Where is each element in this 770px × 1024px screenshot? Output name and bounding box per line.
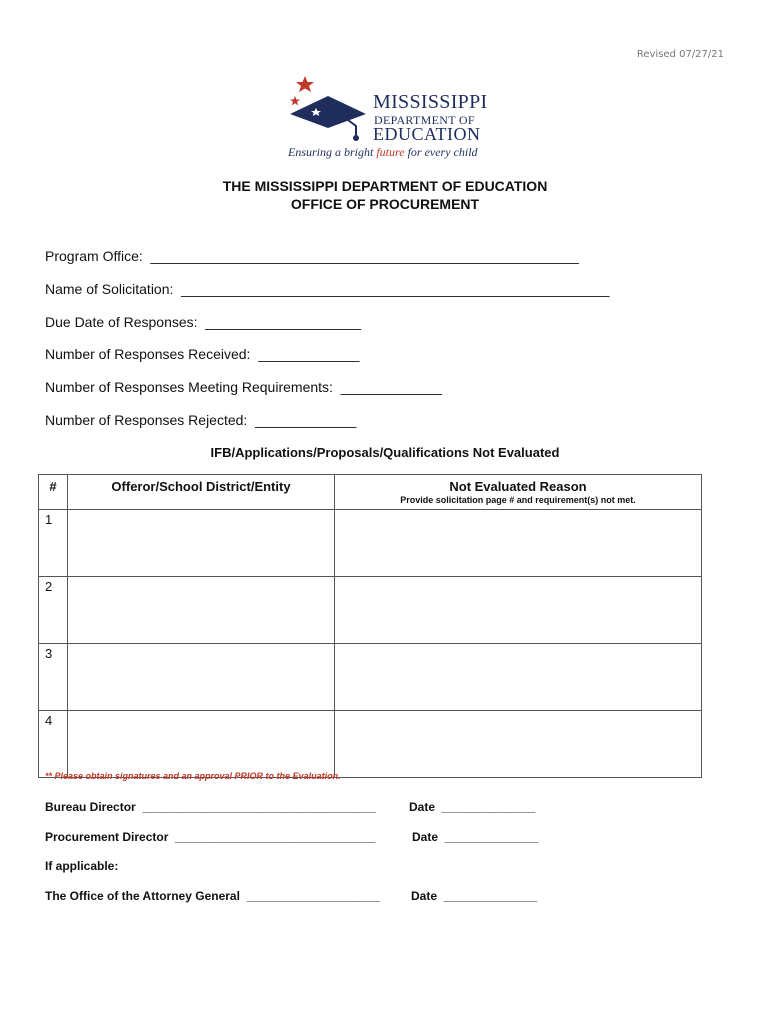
offeror-cell[interactable] (68, 577, 335, 644)
row-number: 3 (39, 644, 68, 711)
header-reason-label: Not Evaluated Reason (449, 479, 587, 494)
procurement-director-date[interactable]: Date ______________ (412, 830, 539, 844)
solicitation-name-field[interactable]: Name of Solicitation: _______________________________________________________ (45, 281, 610, 297)
logo-line-education: EDUCATION (373, 124, 481, 144)
table-row (39, 711, 702, 778)
procurement-director-signature[interactable]: Procurement Director ______________________________ (45, 830, 376, 844)
offeror-cell[interactable] (68, 711, 335, 778)
revised-date: Revised 07/27/21 (636, 49, 724, 60)
reason-cell[interactable] (335, 577, 702, 644)
header-reason-instruction: Provide solicitation page # and requirement(s) not met. (400, 495, 636, 505)
reason-cell[interactable] (335, 644, 702, 711)
responses-rejected-field[interactable]: Number of Responses Rejected: _____________ (45, 412, 357, 428)
header-number: # (39, 475, 68, 510)
bureau-director-signature[interactable]: Bureau Director ___________________________________ (45, 800, 376, 814)
header-offeror: Offeror/School District/Entity (68, 475, 335, 510)
bureau-director-date[interactable]: Date ______________ (409, 800, 536, 814)
table-header-row (39, 475, 702, 510)
signature-note: ** Please obtain signatures and an approval PRIOR to the Evaluation. (45, 771, 341, 781)
table-row (39, 577, 702, 644)
reason-cell[interactable] (335, 510, 702, 577)
not-evaluated-table (38, 474, 702, 778)
logo-line-mississippi: MISSISSIPPI (373, 91, 488, 113)
program-office-field[interactable]: Program Office: _______________________________________________________ (45, 248, 579, 264)
responses-received-field[interactable]: Number of Responses Received: _____________ (45, 346, 360, 362)
row-number: 1 (39, 510, 68, 577)
row-number: 2 (39, 577, 68, 644)
attorney-general-signature[interactable]: The Office of the Attorney General ____________________ (45, 889, 381, 903)
table-title: IFB/Applications/Proposals/Qualifications Not Evaluated (210, 445, 560, 460)
logo-tagline: Ensuring a bright future for every child (288, 145, 478, 159)
document-subtitle: OFFICE OF PROCUREMENT (290, 196, 480, 212)
header-reason (335, 475, 702, 510)
if-applicable-label: If applicable: (45, 859, 119, 873)
due-date-field[interactable]: Due Date of Responses: ____________________ (45, 314, 362, 330)
table-row (39, 644, 702, 711)
graduation-cap-icon (286, 74, 376, 146)
offeror-cell[interactable] (68, 644, 335, 711)
offeror-cell[interactable] (68, 510, 335, 577)
reason-cell[interactable] (335, 711, 702, 778)
mde-logo (286, 74, 486, 164)
logo-line-department: DEPARTMENT OF (374, 113, 475, 127)
document-title: THE MISSISSIPPI DEPARTMENT OF EDUCATION (222, 178, 548, 194)
row-number: 4 (39, 711, 68, 778)
responses-meeting-field[interactable]: Number of Responses Meeting Requirements: _____________ (45, 379, 442, 395)
attorney-general-date[interactable]: Date ______________ (411, 889, 538, 903)
table-row (39, 510, 702, 577)
